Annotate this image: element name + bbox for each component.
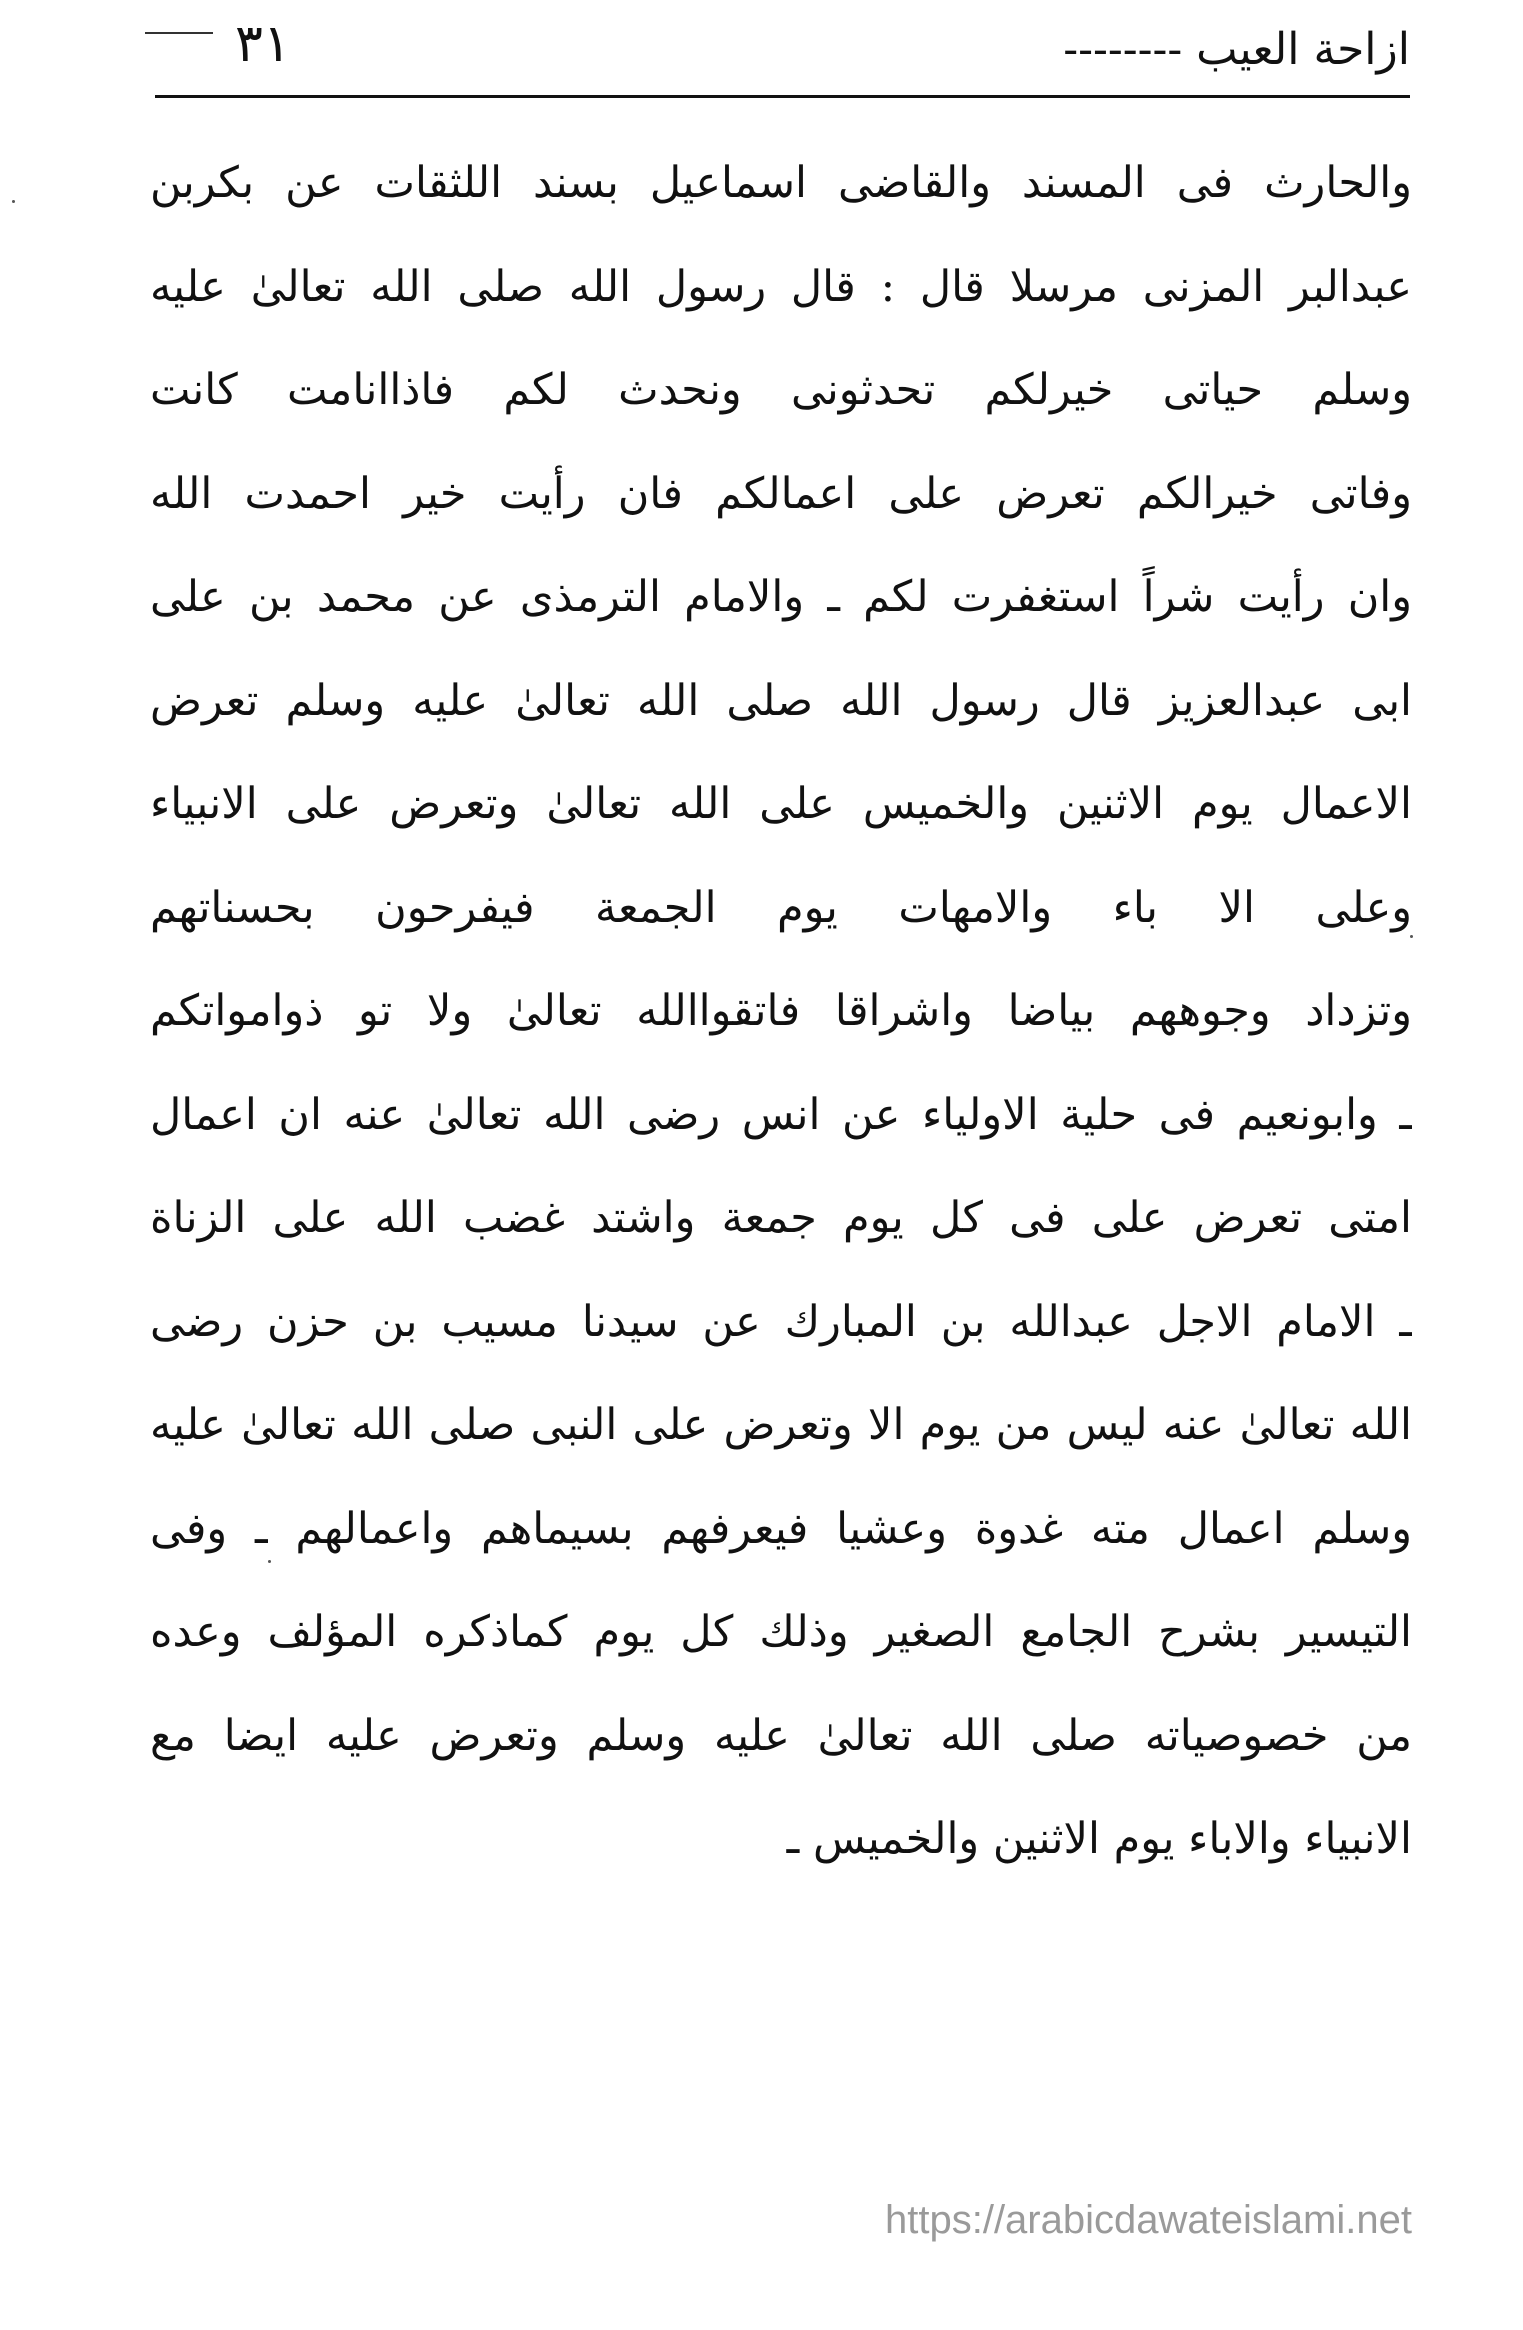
scan-speck	[12, 200, 15, 203]
body-text	[150, 132, 1412, 1892]
scan-speck	[268, 1560, 271, 1563]
text-line: وسلم حياتى خيرلكم تحدثونى ونحدث لكم فاذاانامت كانت	[150, 365, 1412, 415]
text-line: ـ الامام الاجل عبدالله بن المبارك عن سيدنا مسيب بن حزن رضى	[150, 1296, 1412, 1347]
text-line: ـ وابونعيم فى حلية الاولياء عن انس رضى الله تعالىٰ عنه ان اعمال	[150, 1089, 1412, 1140]
text-line: من خصوصياته صلى الله تعالىٰ عليه وسلم وتعرض عليه ايضا مع	[150, 1710, 1412, 1761]
text-line: امتى تعرض على فى كل يوم جمعة واشتد غضب الله على الزناة	[150, 1193, 1412, 1243]
text-line: التيسير بشرح الجامع الصغير وذلك كل يوم كماذكره المؤلف وعده	[150, 1607, 1412, 1657]
page-header	[155, 14, 1410, 98]
watermark-url: https://arabicdawateislami.net	[885, 2198, 1412, 2242]
running-title: ازاحة العيب --------	[1063, 24, 1410, 75]
text-line: وسلم اعمال مته غدوة وعشيا فيعرفهم بسيماهم واعمالهم ـ وفى	[150, 1503, 1412, 1554]
text-line: عبدالبر المزنى مرسلا قال : قال رسول الله صلى الله تعالىٰ عليه	[150, 261, 1412, 312]
text-line: وتزداد وجوههم بياضا واشراقا فاتقواالله تعالىٰ ولا تو ذوامواتكم	[150, 986, 1412, 1036]
text-line: الاعمال يوم الاثنين والخميس على الله تعالىٰ وتعرض على الانبياء	[150, 779, 1412, 829]
text-line: الله تعالىٰ عنه ليس من يوم الا وتعرض على النبى صلى الله تعالىٰ عليه	[150, 1400, 1412, 1450]
text-line: الانبياء والاباء يوم الاثنين والخميس ـ	[786, 1814, 1412, 1864]
text-line: والحارث فى المسند والقاضى اسماعيل بسند اللثقات عن بكربن	[150, 158, 1412, 208]
text-line: وعلى الا باء والامهات يوم الجمعة فيفرحون بحسناتهم	[150, 882, 1412, 933]
text-line: ابى عبدالعزيز قال رسول الله صلى الله تعالىٰ عليه وسلم تعرض	[150, 675, 1412, 726]
header-rule	[155, 95, 1410, 98]
text-line: وفاتى خيرالكم تعرض على اعمالكم فان رأيت خير احمدت الله	[150, 468, 1412, 519]
scan-speck	[1410, 935, 1413, 938]
text-line: وان رأيت شراً استغفرت لكم ـ والامام الترمذى عن محمد بن على	[150, 572, 1412, 622]
page-number: ٣١	[235, 14, 291, 74]
corner-mark	[145, 32, 213, 34]
